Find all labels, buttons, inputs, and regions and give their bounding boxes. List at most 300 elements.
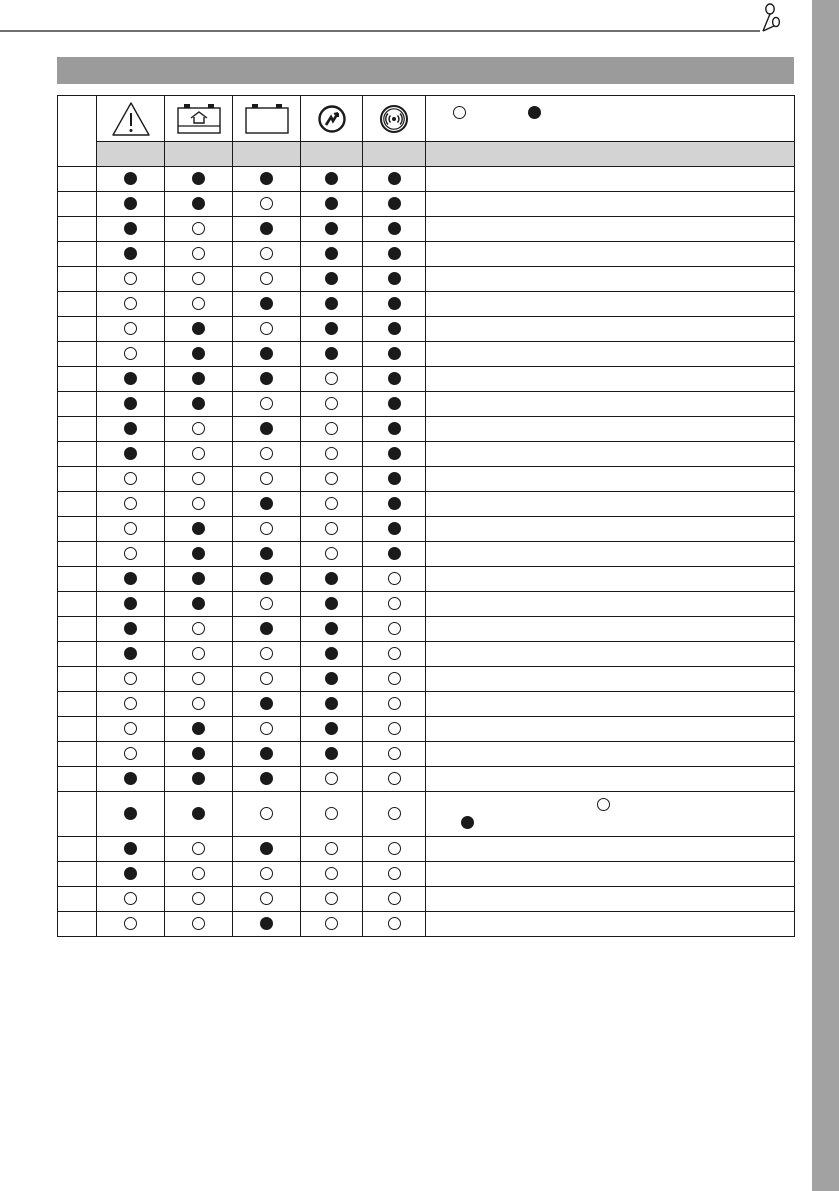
led-on-indicator bbox=[260, 772, 273, 785]
led-off-indicator bbox=[260, 197, 273, 210]
battery-header-cell bbox=[233, 96, 301, 142]
table-row bbox=[58, 862, 795, 887]
row-index-cell bbox=[58, 242, 97, 267]
row-description-cell bbox=[426, 292, 795, 317]
led-off-indicator bbox=[192, 647, 205, 660]
led-off-indicator bbox=[325, 772, 338, 785]
led-state-cell bbox=[301, 392, 363, 417]
led-on-indicator bbox=[388, 472, 401, 485]
row-index-cell bbox=[58, 192, 97, 217]
led-state-cell bbox=[165, 217, 233, 242]
row-index-cell bbox=[58, 292, 97, 317]
row-index-cell bbox=[58, 717, 97, 742]
row-description-cell bbox=[426, 862, 795, 887]
led-state-cell bbox=[165, 242, 233, 267]
led-on-indicator bbox=[388, 397, 401, 410]
led-off-indicator bbox=[192, 247, 205, 260]
led-off-indicator bbox=[325, 842, 338, 855]
led-state-cell bbox=[363, 267, 426, 292]
table-row bbox=[58, 692, 795, 717]
table-row bbox=[58, 642, 795, 667]
led-on-indicator bbox=[192, 572, 205, 585]
row-description-cell bbox=[426, 317, 795, 342]
led-on-indicator bbox=[260, 497, 273, 510]
led-state-cell bbox=[165, 667, 233, 692]
inline-on-circle bbox=[461, 816, 474, 829]
led-off-indicator bbox=[192, 472, 205, 485]
led-state-cell bbox=[233, 887, 301, 912]
led-on-indicator bbox=[325, 297, 338, 310]
led-state-cell bbox=[363, 242, 426, 267]
row-index-cell bbox=[58, 887, 97, 912]
led-state-cell bbox=[301, 517, 363, 542]
row-index-cell bbox=[58, 592, 97, 617]
led-off-indicator bbox=[388, 917, 401, 930]
row-description-cell bbox=[426, 392, 795, 417]
led-state-cell bbox=[233, 292, 301, 317]
row-index-cell bbox=[58, 617, 97, 642]
led-on-indicator bbox=[325, 197, 338, 210]
led-state-cell bbox=[165, 542, 233, 567]
table-row bbox=[58, 567, 795, 592]
row-index-cell bbox=[58, 417, 97, 442]
row-index-cell bbox=[58, 912, 97, 937]
led-state-cell bbox=[97, 167, 165, 192]
row-description-cell bbox=[426, 517, 795, 542]
row-description-cell bbox=[426, 192, 795, 217]
led-state-cell bbox=[363, 467, 426, 492]
led-state-cell bbox=[165, 292, 233, 317]
led-on-indicator bbox=[388, 247, 401, 260]
led-state-cell bbox=[233, 392, 301, 417]
led-off-indicator bbox=[260, 522, 273, 535]
led-state-cell bbox=[233, 317, 301, 342]
table-row bbox=[58, 467, 795, 492]
led-on-indicator bbox=[124, 772, 137, 785]
led-state-cell bbox=[97, 742, 165, 767]
led-state-cell bbox=[97, 317, 165, 342]
led-state-cell bbox=[363, 492, 426, 517]
led-state-cell bbox=[97, 837, 165, 862]
led-state-cell bbox=[233, 837, 301, 862]
column-label bbox=[301, 142, 363, 167]
led-on-indicator bbox=[260, 697, 273, 710]
led-state-cell bbox=[233, 417, 301, 442]
led-off-indicator bbox=[124, 497, 137, 510]
led-state-cell bbox=[165, 517, 233, 542]
led-off-indicator bbox=[124, 322, 137, 335]
led-on-indicator bbox=[388, 272, 401, 285]
row-index-cell bbox=[58, 567, 97, 592]
row-index-cell bbox=[58, 442, 97, 467]
led-state-cell bbox=[363, 317, 426, 342]
row-description-cell bbox=[426, 542, 795, 567]
led-on-indicator bbox=[260, 347, 273, 360]
led-on-indicator bbox=[325, 347, 338, 360]
led-state-cell bbox=[97, 517, 165, 542]
led-state-cell bbox=[233, 912, 301, 937]
led-state-cell bbox=[301, 367, 363, 392]
warning-icon bbox=[97, 101, 164, 137]
row-index-cell bbox=[58, 642, 97, 667]
led-off-indicator bbox=[388, 697, 401, 710]
wireless-header-cell bbox=[363, 96, 426, 142]
led-state-cell bbox=[363, 442, 426, 467]
led-state-cell bbox=[363, 667, 426, 692]
table-row bbox=[58, 492, 795, 517]
led-state-cell bbox=[165, 567, 233, 592]
row-description-cell bbox=[426, 912, 795, 937]
led-state-cell bbox=[233, 242, 301, 267]
table-row bbox=[58, 912, 795, 937]
row-description-cell bbox=[426, 567, 795, 592]
led-state-cell bbox=[233, 667, 301, 692]
table-row bbox=[58, 192, 795, 217]
led-off-indicator bbox=[388, 807, 401, 820]
led-state-cell bbox=[233, 167, 301, 192]
led-state-cell bbox=[165, 617, 233, 642]
row-description-cell bbox=[426, 592, 795, 617]
row-index-cell bbox=[58, 862, 97, 887]
led-state-cell bbox=[233, 567, 301, 592]
led-state-cell bbox=[233, 217, 301, 242]
led-on-indicator bbox=[325, 647, 338, 660]
led-state-cell bbox=[165, 887, 233, 912]
row-index-cell bbox=[58, 467, 97, 492]
led-off-indicator bbox=[192, 297, 205, 310]
led-state-cell bbox=[233, 442, 301, 467]
row-description-cell bbox=[426, 617, 795, 642]
battery-home-header-cell bbox=[165, 96, 233, 142]
led-on-indicator bbox=[260, 622, 273, 635]
led-state-cell bbox=[165, 792, 233, 837]
led-on-indicator bbox=[388, 422, 401, 435]
led-state-cell bbox=[165, 767, 233, 792]
led-off-indicator bbox=[388, 722, 401, 735]
table-row bbox=[58, 167, 795, 192]
led-off-indicator bbox=[124, 272, 137, 285]
led-on-indicator bbox=[192, 722, 205, 735]
led-off-indicator bbox=[192, 917, 205, 930]
led-state-cell bbox=[165, 642, 233, 667]
led-state-cell bbox=[97, 392, 165, 417]
led-on-indicator bbox=[124, 842, 137, 855]
led-state-cell bbox=[97, 592, 165, 617]
table-row bbox=[58, 292, 795, 317]
led-state-cell bbox=[165, 862, 233, 887]
table-row bbox=[58, 617, 795, 642]
led-state-cell bbox=[363, 367, 426, 392]
led-off-indicator bbox=[388, 867, 401, 880]
led-off-indicator bbox=[124, 472, 137, 485]
led-state-cell bbox=[165, 717, 233, 742]
led-on-indicator bbox=[388, 347, 401, 360]
led-on-indicator bbox=[192, 197, 205, 210]
led-on-indicator bbox=[260, 172, 273, 185]
led-off-indicator bbox=[124, 747, 137, 760]
led-state-cell bbox=[233, 492, 301, 517]
led-state-cell bbox=[233, 542, 301, 567]
led-state-cell bbox=[97, 642, 165, 667]
row-description-cell bbox=[426, 692, 795, 717]
led-on-indicator bbox=[192, 522, 205, 535]
led-state-cell bbox=[363, 217, 426, 242]
led-off-indicator bbox=[192, 497, 205, 510]
led-state-cell bbox=[301, 862, 363, 887]
led-state-cell bbox=[301, 167, 363, 192]
led-on-indicator bbox=[325, 597, 338, 610]
led-status-table bbox=[57, 95, 795, 937]
led-off-indicator bbox=[192, 422, 205, 435]
led-on-indicator bbox=[388, 497, 401, 510]
led-off-indicator bbox=[260, 447, 273, 460]
led-state-cell bbox=[165, 492, 233, 517]
led-state-cell bbox=[363, 862, 426, 887]
inline-off-circle bbox=[597, 798, 610, 811]
led-on-indicator bbox=[388, 522, 401, 535]
table-row bbox=[58, 742, 795, 767]
row-description-cell bbox=[426, 492, 795, 517]
row-index-cell bbox=[58, 667, 97, 692]
legend bbox=[426, 106, 794, 119]
led-on-indicator bbox=[124, 372, 137, 385]
led-state-cell bbox=[97, 887, 165, 912]
led-state-cell bbox=[165, 442, 233, 467]
led-on-indicator bbox=[124, 622, 137, 635]
row-index-cell bbox=[58, 742, 97, 767]
led-on-indicator bbox=[192, 322, 205, 335]
led-state-cell bbox=[301, 792, 363, 837]
led-state-cell bbox=[165, 167, 233, 192]
led-state-cell bbox=[165, 837, 233, 862]
legend-cell bbox=[426, 96, 795, 142]
led-state-cell bbox=[363, 417, 426, 442]
table-row bbox=[58, 392, 795, 417]
led-off-indicator bbox=[124, 917, 137, 930]
row-index-cell bbox=[58, 267, 97, 292]
led-off-indicator bbox=[260, 597, 273, 610]
row-description-cell bbox=[426, 642, 795, 667]
led-state-cell bbox=[97, 192, 165, 217]
row-index-cell bbox=[58, 392, 97, 417]
led-on-indicator bbox=[124, 197, 137, 210]
led-on-indicator bbox=[260, 297, 273, 310]
led-state-cell bbox=[301, 617, 363, 642]
led-state-cell bbox=[363, 642, 426, 667]
led-state-cell bbox=[301, 492, 363, 517]
led-state-cell bbox=[233, 367, 301, 392]
led-on-indicator bbox=[325, 222, 338, 235]
row-index-cell bbox=[58, 167, 97, 192]
led-state-cell bbox=[165, 367, 233, 392]
table-row bbox=[58, 667, 795, 692]
row-description-cell bbox=[426, 887, 795, 912]
led-state-cell bbox=[363, 887, 426, 912]
led-on-indicator bbox=[325, 747, 338, 760]
led-state-cell bbox=[301, 767, 363, 792]
led-off-indicator bbox=[192, 892, 205, 905]
led-state-cell bbox=[363, 592, 426, 617]
led-state-cell bbox=[165, 692, 233, 717]
led-state-cell bbox=[363, 837, 426, 862]
led-state-cell bbox=[165, 192, 233, 217]
led-off-indicator bbox=[260, 722, 273, 735]
led-on-indicator bbox=[124, 422, 137, 435]
led-state-cell bbox=[301, 887, 363, 912]
led-state-cell bbox=[97, 692, 165, 717]
led-off-indicator bbox=[124, 672, 137, 685]
led-off-indicator bbox=[192, 272, 205, 285]
led-off-indicator bbox=[192, 672, 205, 685]
table-row bbox=[58, 217, 795, 242]
row-description-cell bbox=[426, 242, 795, 267]
led-state-cell bbox=[97, 912, 165, 937]
led-off-indicator bbox=[124, 547, 137, 560]
led-state-cell bbox=[301, 442, 363, 467]
led-on-indicator bbox=[388, 447, 401, 460]
led-off-indicator bbox=[325, 892, 338, 905]
led-state-cell bbox=[301, 467, 363, 492]
row-description-cell bbox=[426, 717, 795, 742]
led-on-indicator bbox=[325, 172, 338, 185]
led-on-indicator bbox=[124, 397, 137, 410]
scissors-icon bbox=[763, 4, 779, 31]
row-index-cell bbox=[58, 542, 97, 567]
led-off-indicator bbox=[325, 917, 338, 930]
row-index-cell bbox=[58, 837, 97, 862]
row-description-cell bbox=[426, 417, 795, 442]
table-row bbox=[58, 767, 795, 792]
row-description-cell bbox=[426, 217, 795, 242]
table-row bbox=[58, 442, 795, 467]
led-state-cell bbox=[301, 242, 363, 267]
warning-header-cell bbox=[97, 96, 165, 142]
led-off-indicator bbox=[388, 892, 401, 905]
led-state-cell bbox=[97, 617, 165, 642]
led-off-indicator bbox=[325, 497, 338, 510]
led-state-cell bbox=[97, 417, 165, 442]
row-index-cell bbox=[58, 792, 97, 837]
led-state-cell bbox=[97, 542, 165, 567]
power-fault-header-cell bbox=[301, 96, 363, 142]
led-state-cell bbox=[301, 912, 363, 937]
led-state-cell bbox=[97, 242, 165, 267]
led-state-cell bbox=[363, 742, 426, 767]
led-off-indicator bbox=[124, 347, 137, 360]
led-state-cell bbox=[165, 342, 233, 367]
led-on-indicator bbox=[124, 867, 137, 880]
row-description-cell bbox=[426, 167, 795, 192]
led-on-indicator bbox=[388, 222, 401, 235]
led-off-indicator bbox=[124, 697, 137, 710]
led-state-cell bbox=[301, 837, 363, 862]
led-state-cell bbox=[165, 742, 233, 767]
led-off-indicator bbox=[388, 842, 401, 855]
led-state-cell bbox=[233, 862, 301, 887]
section-title-bar bbox=[57, 57, 794, 84]
led-state-cell bbox=[363, 392, 426, 417]
table-row bbox=[58, 592, 795, 617]
led-state-cell bbox=[363, 342, 426, 367]
led-state-cell bbox=[97, 367, 165, 392]
led-state-cell bbox=[97, 667, 165, 692]
led-state-cell bbox=[363, 717, 426, 742]
led-on-indicator bbox=[260, 842, 273, 855]
table-row bbox=[58, 367, 795, 392]
row-description-cell bbox=[426, 267, 795, 292]
led-off-indicator bbox=[325, 447, 338, 460]
table-row bbox=[58, 717, 795, 742]
led-state-cell bbox=[301, 417, 363, 442]
led-state-cell bbox=[97, 442, 165, 467]
led-on-indicator bbox=[260, 747, 273, 760]
row-description-cell bbox=[426, 742, 795, 767]
description-header bbox=[426, 142, 795, 167]
led-off-indicator bbox=[325, 807, 338, 820]
led-state-cell bbox=[233, 717, 301, 742]
row-index-cell bbox=[58, 342, 97, 367]
led-state-cell bbox=[165, 392, 233, 417]
led-state-cell bbox=[301, 342, 363, 367]
table-row bbox=[58, 792, 795, 837]
led-state-cell bbox=[97, 342, 165, 367]
led-off-indicator bbox=[260, 397, 273, 410]
table-row bbox=[58, 517, 795, 542]
led-off-indicator bbox=[325, 547, 338, 560]
led-on-indicator bbox=[260, 917, 273, 930]
led-on-indicator bbox=[192, 772, 205, 785]
legend-off-circle bbox=[453, 106, 466, 119]
cut-line bbox=[0, 0, 781, 34]
led-state-cell bbox=[363, 792, 426, 837]
led-state-cell bbox=[97, 717, 165, 742]
row-description-cell bbox=[426, 792, 795, 837]
led-on-indicator bbox=[124, 447, 137, 460]
led-off-indicator bbox=[260, 272, 273, 285]
led-state-cell bbox=[363, 192, 426, 217]
led-off-indicator bbox=[325, 472, 338, 485]
row-index-cell bbox=[58, 517, 97, 542]
led-on-indicator bbox=[192, 747, 205, 760]
row-description-cell bbox=[426, 442, 795, 467]
led-off-indicator bbox=[388, 622, 401, 635]
table-row bbox=[58, 837, 795, 862]
led-off-indicator bbox=[388, 672, 401, 685]
led-off-indicator bbox=[260, 322, 273, 335]
led-state-cell bbox=[97, 492, 165, 517]
led-state-cell bbox=[97, 567, 165, 592]
led-off-indicator bbox=[192, 222, 205, 235]
row-index-cell bbox=[58, 217, 97, 242]
led-on-indicator bbox=[124, 647, 137, 660]
led-off-indicator bbox=[388, 772, 401, 785]
led-state-cell bbox=[301, 717, 363, 742]
led-state-cell bbox=[363, 517, 426, 542]
led-state-cell bbox=[363, 692, 426, 717]
led-state-cell bbox=[301, 567, 363, 592]
column-subheader-row bbox=[58, 142, 795, 167]
led-off-indicator bbox=[325, 397, 338, 410]
row-index-cell bbox=[58, 367, 97, 392]
led-on-indicator bbox=[325, 722, 338, 735]
led-on-indicator bbox=[388, 197, 401, 210]
battery-icon bbox=[233, 103, 300, 135]
led-state-cell bbox=[165, 417, 233, 442]
led-state-cell bbox=[233, 267, 301, 292]
row-index-cell bbox=[58, 317, 97, 342]
led-off-indicator bbox=[124, 297, 137, 310]
led-on-indicator bbox=[192, 597, 205, 610]
